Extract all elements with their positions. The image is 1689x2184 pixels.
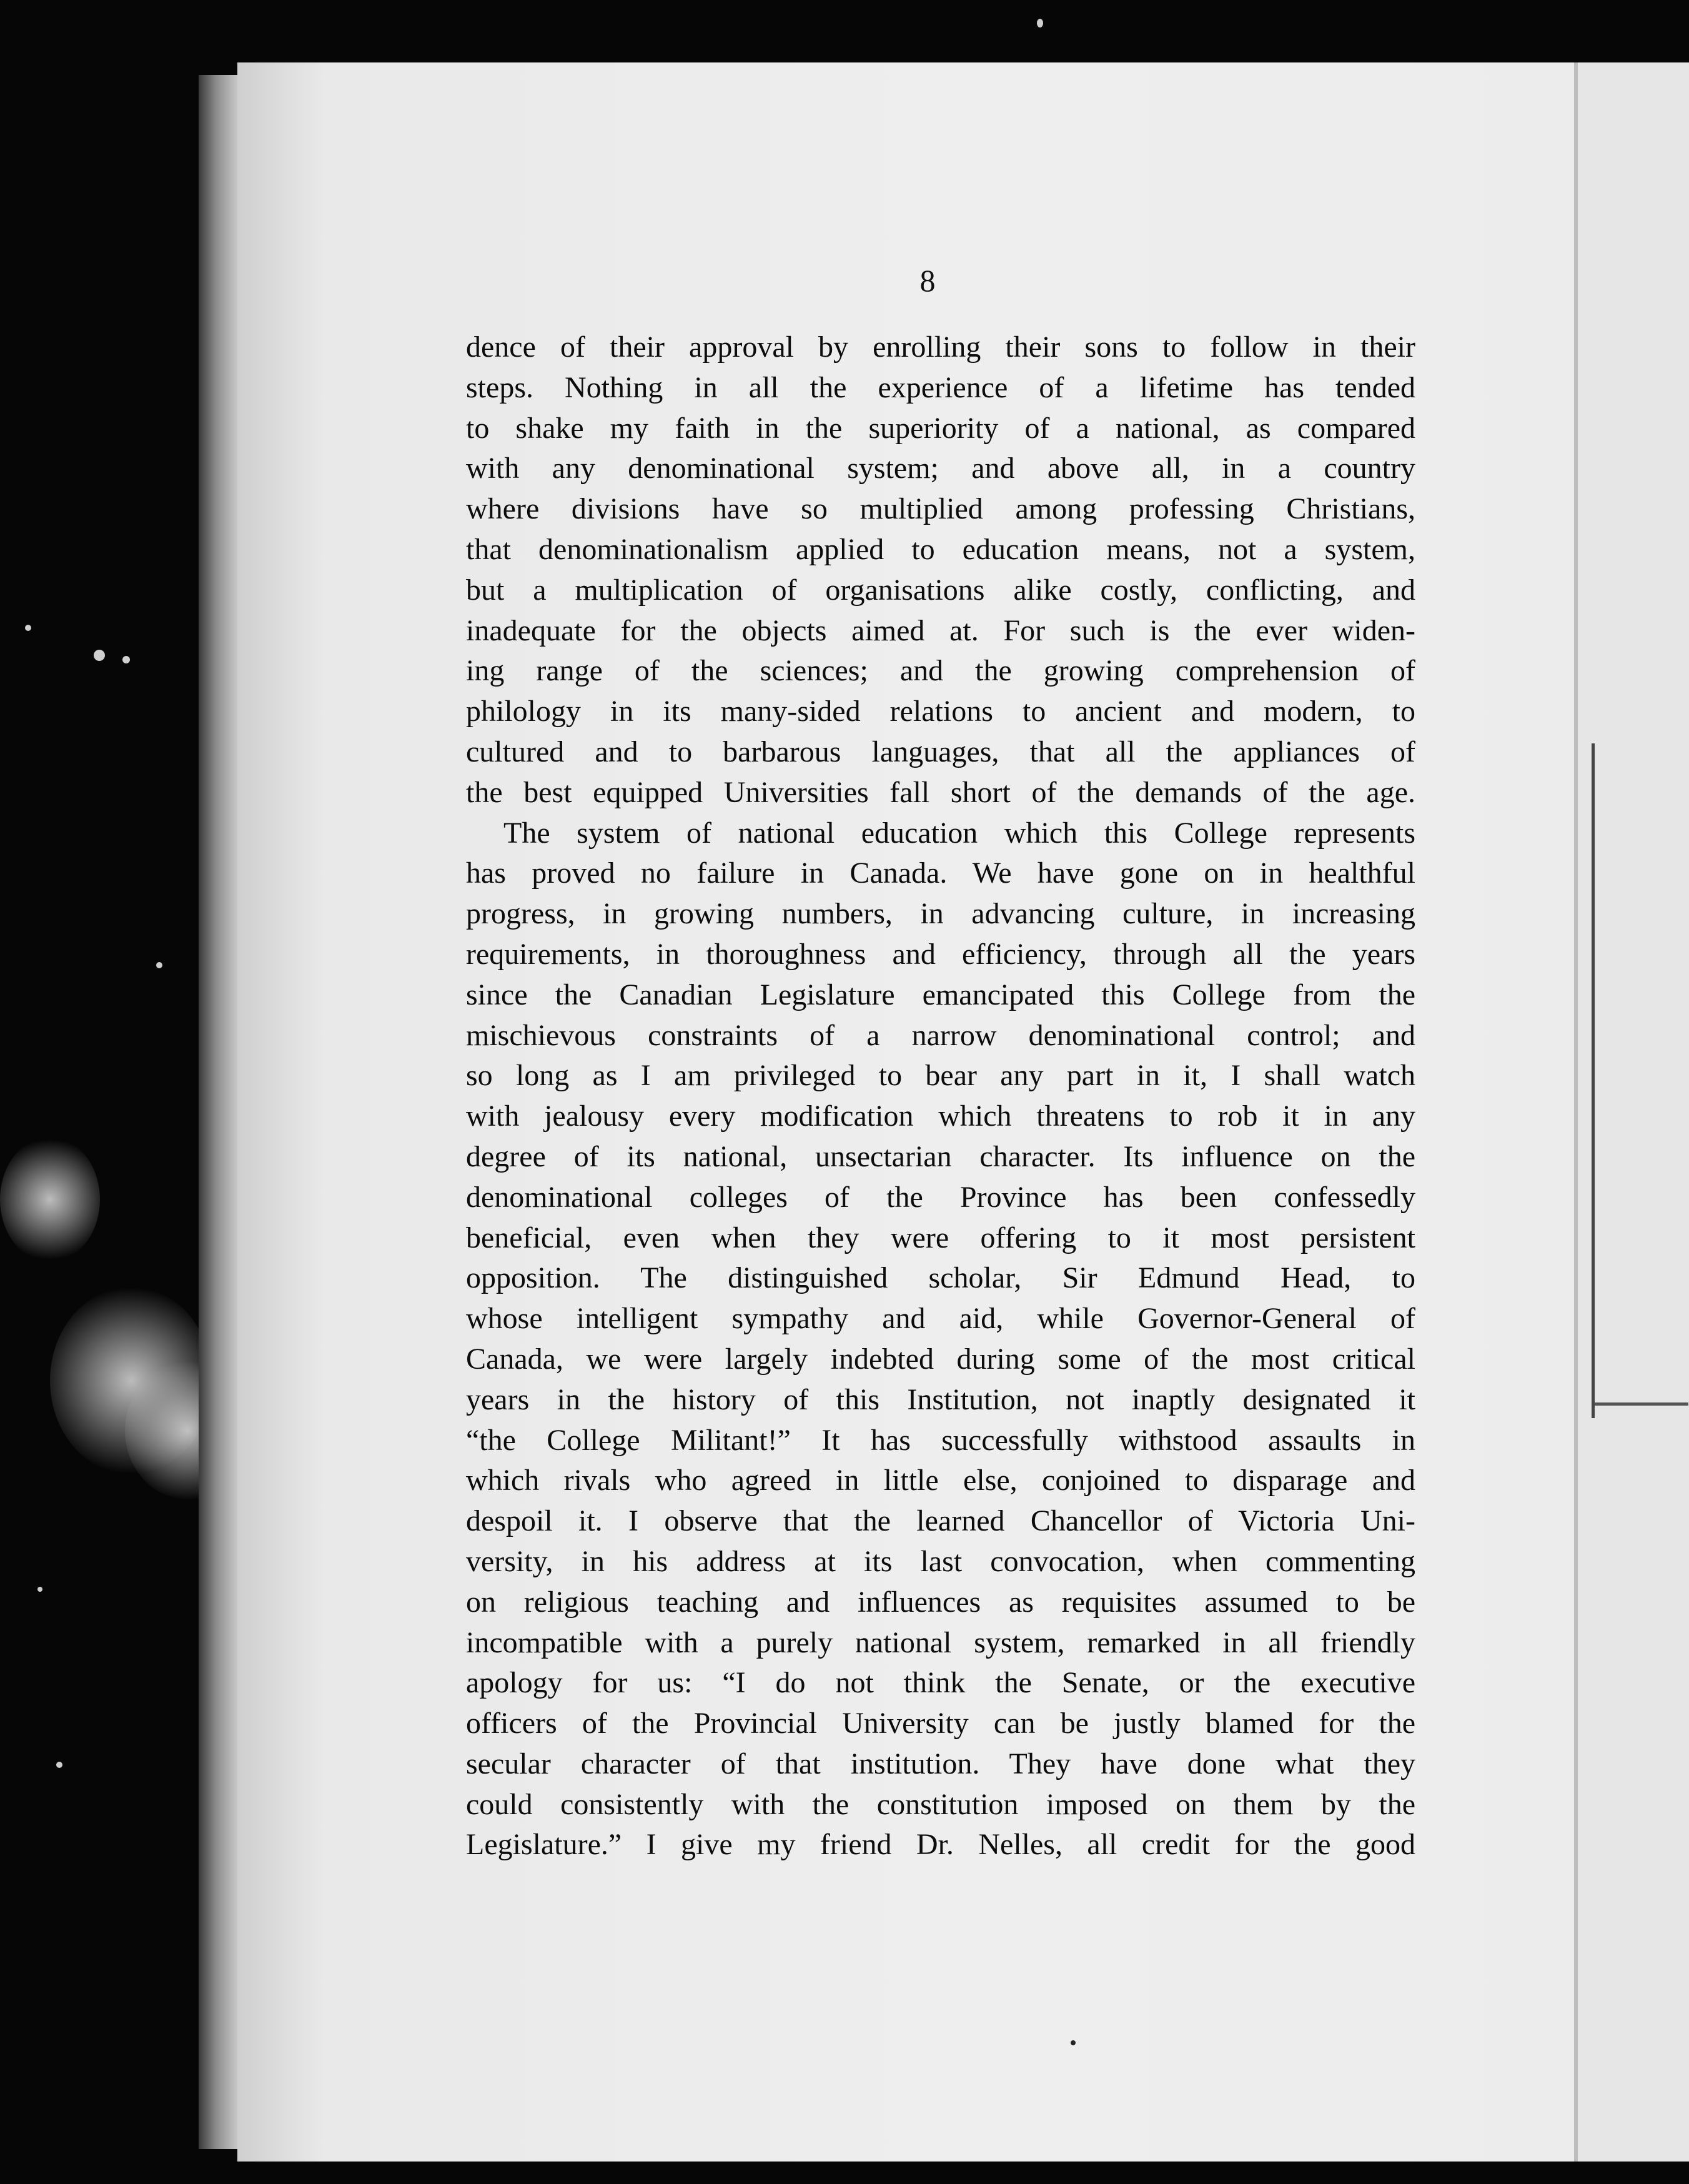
text-line: progress, in growing numbers, in advancing culture, in increasing [466, 897, 1415, 931]
dust-speck [56, 1762, 62, 1768]
text-line: that denominationalism applied to education means, not a system, [466, 532, 1415, 566]
bracket-mark [1592, 743, 1632, 1418]
text-line: whose intelligent sympathy and aid, while Governor-General of [466, 1302, 1415, 1336]
dust-speck [25, 625, 31, 631]
text-line: years in the history of this Institution, not inaptly designated it [466, 1382, 1415, 1416]
text-line: with any denominational system; and above all, in a country [466, 452, 1415, 485]
text-line: could consistently with the constitution imposed on them by the [466, 1787, 1415, 1821]
text-line: cultured and to barbarous languages, that all the appliances of [466, 735, 1415, 768]
text-line: philology in its many-sided relations to ancient and modern, to [466, 695, 1415, 728]
text-line: “the College Militant!” It has successfully withstood assaults in [466, 1423, 1415, 1457]
text-line: on religious teaching and influences as requisites assumed to be [466, 1585, 1415, 1619]
text-line: apology for us: “I do not think the Senate, or the executive [466, 1666, 1415, 1700]
text-line: denominational colleges of the Province has been confessedly [466, 1180, 1415, 1214]
text-line: to shake my faith in the superiority of a national, as compared [466, 411, 1415, 445]
text-line: The system of national education which this College represents [503, 816, 1415, 850]
text-line: beneficial, even when they were offering to it most persistent [466, 1221, 1415, 1254]
text-line: Legislature.” I give my friend Dr. Nelles, all credit for the good [466, 1828, 1415, 1862]
text-line: secular character of that institution. They have done what they [466, 1747, 1415, 1780]
text-line: since the Canadian Legislature emancipated this College from the [466, 978, 1415, 1011]
page-number: 8 [919, 263, 936, 298]
text-line: officers of the Provincial University can be justly blamed for the [466, 1707, 1415, 1740]
text-line: versity, in his address at its last convocation, when commenting [466, 1544, 1415, 1578]
dust-speck [37, 1587, 42, 1592]
dust-smudge [0, 1137, 100, 1262]
text-line: Canada, we were largely indebted during some of the most critical [466, 1342, 1415, 1376]
dust-speck [1037, 19, 1043, 27]
text-line: but a multiplication of organisations alike costly, conflicting, and [466, 573, 1415, 607]
text-line: which rivals who agreed in little else, conjoined to disparage and [466, 1464, 1415, 1497]
dust-speck [122, 656, 130, 663]
text-line: opposition. The distinguished scholar, Sir Edmund Head, to [466, 1261, 1415, 1295]
text-line: degree of its national, unsectarian character. Its influence on the [466, 1139, 1415, 1173]
text-line: steps. Nothing in all the experience of a lifetime has tended [466, 370, 1415, 404]
text-line: has proved no failure in Canada. We have gone on in healthful [466, 856, 1415, 890]
text-line: the best equipped Universities fall short of the demands of the age. [466, 775, 1415, 809]
text-line: incompatible with a purely national system, remarked in all friendly [466, 1626, 1415, 1659]
text-line: ing range of the sciences; and the growing comprehension of [466, 654, 1415, 688]
text-line: dence of their approval by enrolling their sons to follow in their [466, 330, 1415, 364]
page-edge-shadow [199, 75, 242, 2149]
body-text [466, 327, 1415, 1865]
text-line: so long as I am privileged to bear any part in it, I shall watch [466, 1059, 1415, 1093]
text-line: where divisions have so multiplied among professing Christians, [466, 492, 1415, 526]
text-line: requirements, in thoroughness and efficiency, through all the years [466, 937, 1415, 971]
dust-speck [94, 650, 105, 661]
text-line: with jealousy every modification which threatens to rob it in any [466, 1099, 1415, 1133]
text-line: inadequate for the objects aimed at. For such is the ever widen- [466, 613, 1415, 647]
dust-speck [156, 962, 162, 968]
text-line: mischievous constraints of a narrow denominational control; and [466, 1018, 1415, 1052]
text-line: despoil it. I observe that the learned Chancellor of Victoria Uni- [466, 1504, 1415, 1538]
ink-dot [1071, 2040, 1076, 2045]
